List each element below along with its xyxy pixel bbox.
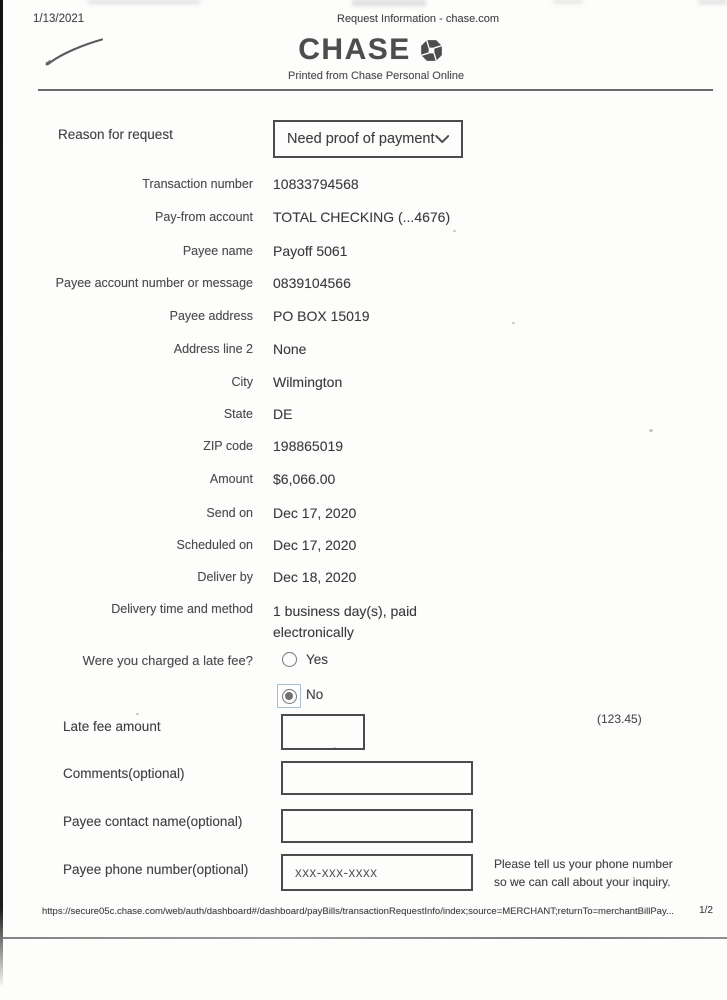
field-row <box>0 406 727 428</box>
field-value: TOTAL CHECKING (...4676) <box>273 209 451 225</box>
field-label: Pay-from account <box>155 210 253 224</box>
scan-smudge <box>553 0 583 3</box>
field-row <box>0 438 727 460</box>
radio-yes[interactable] <box>282 652 297 667</box>
late-fee-amount-label: Late fee amount <box>63 719 161 734</box>
print-date: 1/13/2021 <box>33 13 85 25</box>
field-label: Transaction number <box>142 177 253 191</box>
field-row <box>0 569 727 591</box>
field-value: Dec 17, 2020 <box>273 505 357 521</box>
field-label: Payee account number or message <box>55 276 253 290</box>
field-value: 0839104566 <box>273 275 351 291</box>
chase-octagon-icon <box>420 39 443 62</box>
field-value: 10833794568 <box>273 176 359 192</box>
comments-label: Comments(optional) <box>63 766 185 781</box>
print-page-indicator: 1/2 <box>699 905 713 916</box>
field-label: Address line 2 <box>173 342 253 356</box>
field-value: 1 business day(s), paid electronically <box>273 603 417 640</box>
field-label: Scheduled on <box>176 538 253 552</box>
field-label: State <box>223 407 253 421</box>
field-label: Payee name <box>182 244 253 258</box>
radio-no-selected-dot <box>285 692 293 700</box>
field-label: ZIP code <box>203 439 253 453</box>
field-row <box>0 176 727 198</box>
field-row <box>0 374 727 396</box>
late-fee-amount-input[interactable] <box>281 714 365 750</box>
field-label: Payee address <box>169 309 253 323</box>
radio-yes-label[interactable]: Yes <box>306 652 329 667</box>
scan-smudge <box>352 0 426 6</box>
chase-wordmark: CHASE <box>298 33 411 66</box>
payee-phone-label: Payee phone number(optional) <box>63 862 249 877</box>
field-value: Payoff 5061 <box>273 243 348 259</box>
scan-bottom-line <box>0 937 727 939</box>
field-row <box>0 505 727 527</box>
late-fee-amount-hint: (123.45) <box>597 712 642 726</box>
scan-smudge <box>88 0 200 4</box>
field-row <box>0 243 727 265</box>
reason-label: Reason for request <box>58 127 173 142</box>
comments-input[interactable] <box>281 761 473 795</box>
payee-contact-label: Payee contact name(optional) <box>63 814 243 829</box>
field-label: Amount <box>209 472 253 486</box>
reason-dropdown[interactable] <box>273 120 463 158</box>
field-value: None <box>273 341 307 357</box>
radio-no[interactable] <box>282 689 297 704</box>
field-label: Deliver by <box>197 570 253 584</box>
field-value: Wilmington <box>273 374 343 390</box>
printed-from-tagline: Printed from Chase Personal Online <box>288 70 465 82</box>
field-label: City <box>231 375 253 389</box>
late-fee-question-label: Were you charged a late fee? <box>82 653 253 668</box>
field-value: PO BOX 15019 <box>273 308 370 324</box>
radio-no-label[interactable]: No <box>306 687 324 702</box>
scan-speck <box>136 713 139 715</box>
print-doc-title: Request Information - chase.com <box>337 13 500 25</box>
field-row <box>0 341 727 363</box>
payee-phone-input[interactable] <box>281 854 473 891</box>
field-value: $6,066.00 <box>273 471 336 487</box>
field-label: Send on <box>206 506 253 520</box>
field-value: DE <box>273 406 293 422</box>
payee-contact-input[interactable] <box>281 809 473 843</box>
field-row <box>0 537 727 559</box>
scan-smudge <box>698 0 727 4</box>
field-value: Dec 17, 2020 <box>273 537 357 553</box>
header-divider <box>38 89 713 91</box>
field-row <box>0 308 727 330</box>
chevron-down-icon <box>435 134 449 145</box>
field-row <box>0 601 727 645</box>
field-row <box>0 209 727 231</box>
scan-speck <box>649 429 653 432</box>
payee-phone-helper-text: Please tell us your phone number so we can call about your inquiry. <box>494 857 673 889</box>
field-row <box>0 471 727 493</box>
print-footer-url: https://secure05c.chase.com/web/auth/dashboard#/dashboard/payBills/transactionRequestInfo/index;source=MERCHANT;returnTo=merchantBillPay... <box>42 906 674 917</box>
chase-logo-block <box>288 33 465 82</box>
field-label: Delivery time and method <box>111 602 253 616</box>
field-row <box>0 275 727 297</box>
field-value: 198865019 <box>273 438 344 454</box>
reason-dropdown-value: Need proof of payment <box>287 131 435 147</box>
field-value: Dec 18, 2020 <box>273 569 357 585</box>
pen-scribble <box>42 33 117 71</box>
scan-edge-strip <box>0 0 3 988</box>
